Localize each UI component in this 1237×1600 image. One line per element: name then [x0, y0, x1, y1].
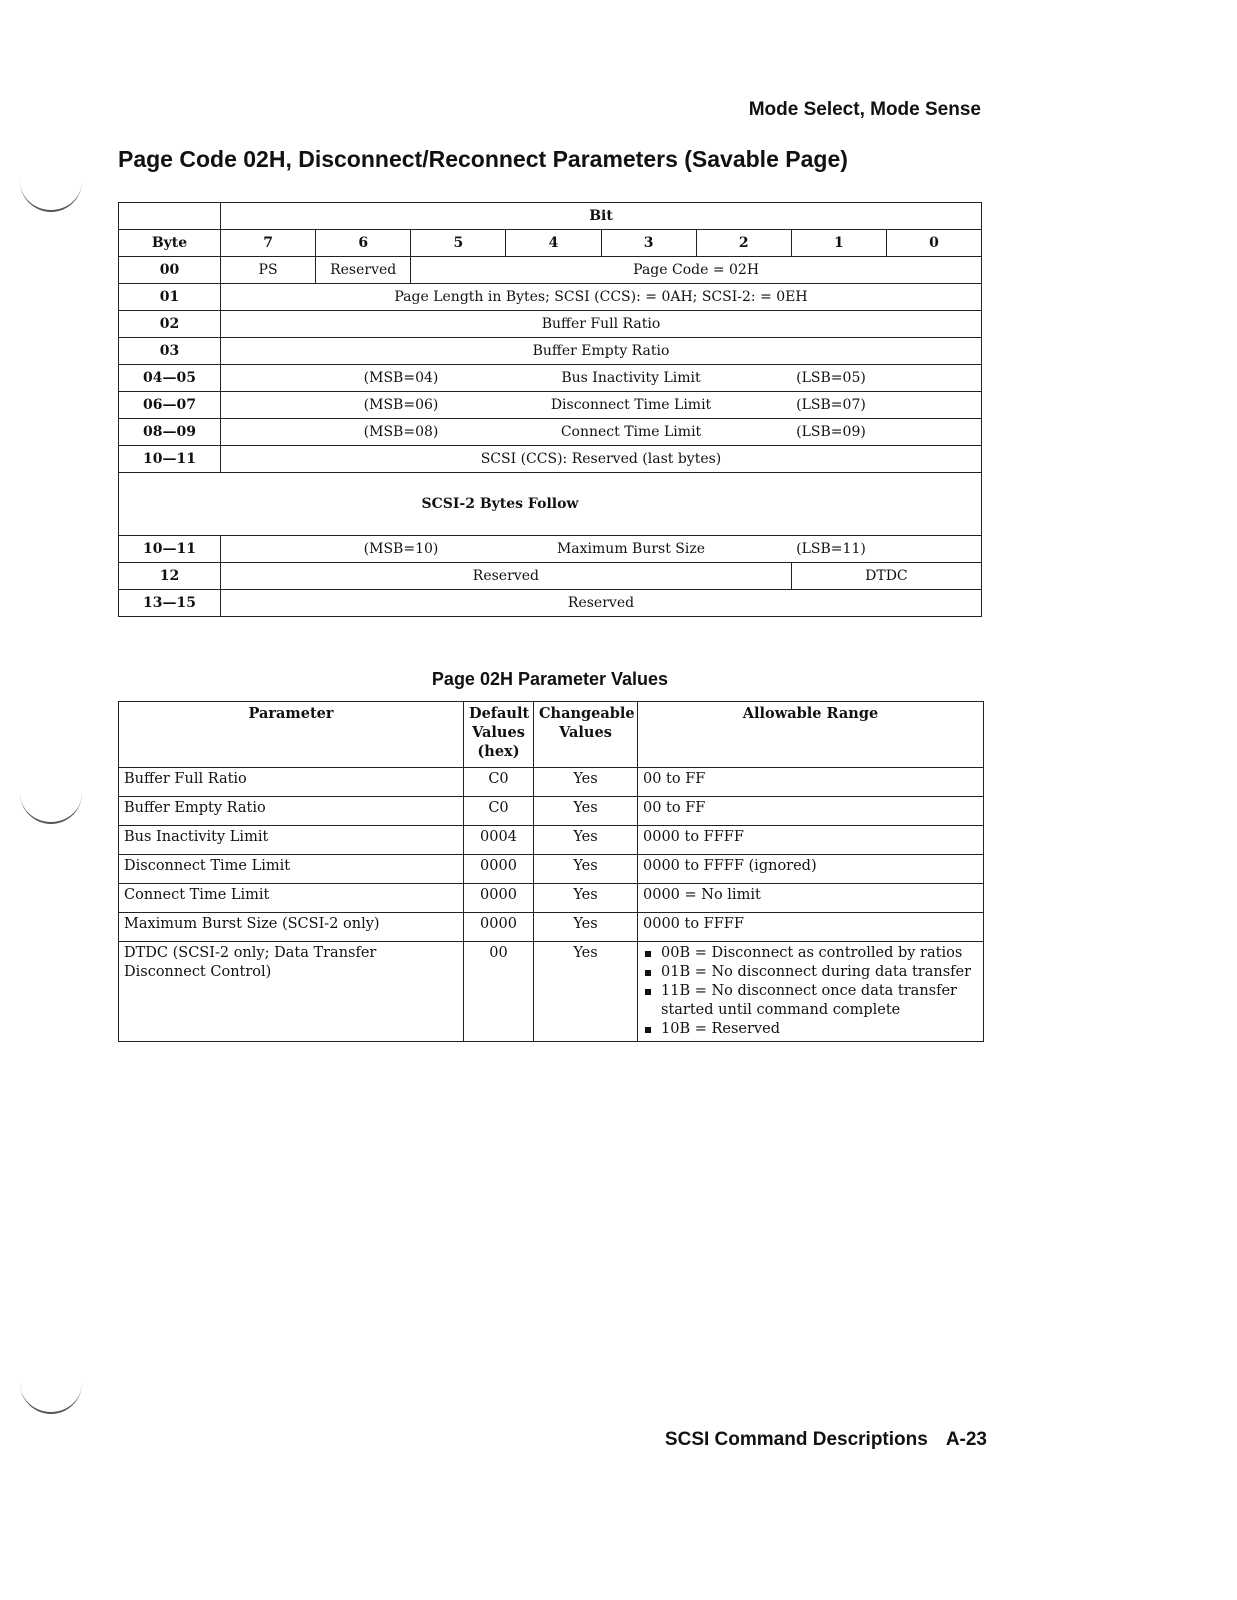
- range-cell: 0000 = No limit: [638, 884, 984, 913]
- binder-hole-top: [20, 168, 82, 212]
- bus-inactivity-limit-field: [221, 365, 982, 392]
- parameter-cell: Connect Time Limit: [119, 884, 464, 913]
- header-changeable-line1: Changeable: [539, 705, 635, 722]
- reserved-field: Reserved: [221, 563, 792, 590]
- parameter-cell: Buffer Empty Ratio: [119, 797, 464, 826]
- bit-6: 6: [316, 230, 411, 257]
- parameter-cell: Buffer Full Ratio: [119, 768, 464, 797]
- byte-number: 04—05: [119, 365, 221, 392]
- byte-row-03: [119, 338, 982, 365]
- parameter-cell: DTDC (SCSI-2 only; Data Transfer Disconnect Control): [119, 942, 464, 1042]
- ccs-reserved-field: SCSI (CCS): Reserved (last bytes): [221, 446, 982, 473]
- bit-0: 0: [886, 230, 981, 257]
- buffer-full-ratio-field: Buffer Full Ratio: [221, 311, 982, 338]
- changeable-cell: Yes: [534, 913, 638, 942]
- field-name: Bus Inactivity Limit: [561, 370, 701, 386]
- changeable-cell: Yes: [534, 797, 638, 826]
- byte-number: 10—11: [119, 446, 221, 473]
- running-head: Mode Select, Mode Sense: [748, 99, 981, 120]
- header-default-line3: (hex): [477, 743, 520, 760]
- list-item: 01B = No disconnect during data transfer: [643, 963, 978, 982]
- bit-1: 1: [791, 230, 886, 257]
- msb-label: (MSB=06): [363, 397, 439, 413]
- parameter-cell: Maximum Burst Size (SCSI-2 only): [119, 913, 464, 942]
- bit-5: 5: [411, 230, 506, 257]
- byte-number: 01: [119, 284, 221, 311]
- lsb-label: (LSB=07): [796, 397, 866, 413]
- changeable-cell: Yes: [534, 768, 638, 797]
- byte-row-04-05: [119, 365, 982, 392]
- byte-row-06-07: [119, 392, 982, 419]
- bit-label: Bit: [221, 203, 982, 230]
- table-row: [119, 884, 984, 913]
- ps-field: PS: [221, 257, 316, 284]
- range-cell: 00 to FF: [638, 768, 984, 797]
- bit-7: 7: [221, 230, 316, 257]
- header-default-line1: Default: [469, 705, 530, 722]
- byte-row-12: [119, 563, 982, 590]
- footer-section: SCSI Command Descriptions: [664, 1429, 928, 1450]
- parameter-values-table: [118, 701, 984, 1042]
- param-header-row: [119, 702, 984, 768]
- default-cell: C0: [464, 797, 534, 826]
- byte-number: 06—07: [119, 392, 221, 419]
- header-default-line2: Values: [472, 724, 525, 741]
- list-item: 11B = No disconnect once data transfer started until command complete: [643, 982, 978, 1020]
- header-changeable: [534, 702, 638, 768]
- byte-number: 08—09: [119, 419, 221, 446]
- lsb-label: (LSB=09): [796, 424, 866, 440]
- byte-row-01: [119, 284, 982, 311]
- byte-row-08-09: [119, 419, 982, 446]
- page-footer: [665, 1429, 987, 1451]
- changeable-cell: Yes: [534, 855, 638, 884]
- range-cell: 0000 to FFFF (ignored): [638, 855, 984, 884]
- binder-hole-bottom: [20, 1370, 82, 1414]
- lsb-label: (LSB=11): [796, 541, 866, 557]
- msb-label: (MSB=10): [363, 541, 439, 557]
- scsi2-follow-row: [119, 473, 982, 536]
- reserved-field: Reserved: [221, 590, 982, 617]
- byte-row-10-11-ccs: [119, 446, 982, 473]
- lsb-label: (LSB=05): [796, 370, 866, 386]
- field-name: Maximum Burst Size: [556, 541, 706, 557]
- byte-label: Byte: [119, 230, 221, 257]
- bit-3: 3: [601, 230, 696, 257]
- reserved-field: Reserved: [316, 257, 411, 284]
- table-row-dtdc: [119, 942, 984, 1042]
- byte-number: 00: [119, 257, 221, 284]
- range-cell: 0000 to FFFF: [638, 913, 984, 942]
- table-row: [119, 913, 984, 942]
- disconnect-time-limit-field: [221, 392, 982, 419]
- page-title: Page Code 02H, Disconnect/Reconnect Parameters (Savable Page): [118, 146, 848, 172]
- connect-time-limit-field: [221, 419, 982, 446]
- section-subtitle: Page 02H Parameter Values: [431, 669, 669, 689]
- scsi2-follow-label: SCSI-2 Bytes Follow: [421, 496, 579, 512]
- field-name: Connect Time Limit: [560, 424, 702, 440]
- byte-number: 12: [119, 563, 221, 590]
- byte-row-00: [119, 257, 982, 284]
- page-code-field: Page Code = 02H: [411, 257, 982, 284]
- changeable-cell: Yes: [534, 884, 638, 913]
- table-row: [119, 855, 984, 884]
- changeable-cell: Yes: [534, 942, 638, 1042]
- bit-4: 4: [506, 230, 601, 257]
- default-cell: 0000: [464, 884, 534, 913]
- bit-2: 2: [696, 230, 791, 257]
- byte-number: 10—11: [119, 536, 221, 563]
- default-cell: 0000: [464, 855, 534, 884]
- buffer-empty-ratio-field: Buffer Empty Ratio: [221, 338, 982, 365]
- header-default: [464, 702, 534, 768]
- default-cell: 00: [464, 942, 534, 1042]
- table-row: [119, 797, 984, 826]
- range-cell: 0000 to FFFF: [638, 826, 984, 855]
- default-cell: C0: [464, 768, 534, 797]
- page-number: A-23: [945, 1429, 987, 1450]
- list-item: 00B = Disconnect as controlled by ratios: [643, 944, 978, 963]
- bit-number-row: [119, 230, 982, 257]
- parameter-cell: Bus Inactivity Limit: [119, 826, 464, 855]
- table-row: [119, 768, 984, 797]
- byte-number: 03: [119, 338, 221, 365]
- changeable-cell: Yes: [534, 826, 638, 855]
- field-name: Disconnect Time Limit: [550, 397, 712, 413]
- dtdc-field: DTDC: [791, 563, 981, 590]
- byte-number: 02: [119, 311, 221, 338]
- byte-number: 13—15: [119, 590, 221, 617]
- header-parameter: Parameter: [119, 702, 464, 768]
- header-range: Allowable Range: [638, 702, 984, 768]
- range-cell: [638, 942, 984, 1042]
- binder-hole-middle: [20, 780, 82, 824]
- scsi2-follow-cell: [119, 473, 982, 536]
- byte-row-10-11-scsi2: [119, 536, 982, 563]
- bit-layout-table: [118, 202, 982, 617]
- parameter-cell: Disconnect Time Limit: [119, 855, 464, 884]
- corner-cell: [119, 203, 221, 230]
- byte-row-13-15: [119, 590, 982, 617]
- dtdc-range-list: [643, 944, 978, 1039]
- header-changeable-line2: Values: [559, 724, 612, 741]
- list-item: 10B = Reserved: [643, 1020, 978, 1039]
- maximum-burst-size-field: [221, 536, 982, 563]
- range-cell: 00 to FF: [638, 797, 984, 826]
- msb-label: (MSB=08): [363, 424, 439, 440]
- msb-label: (MSB=04): [363, 370, 439, 386]
- default-cell: 0004: [464, 826, 534, 855]
- bit-header-row: [119, 203, 982, 230]
- page-length-field: Page Length in Bytes; SCSI (CCS): = 0AH; SCSI-2: = 0EH: [221, 284, 982, 311]
- byte-row-02: [119, 311, 982, 338]
- table-row: [119, 826, 984, 855]
- default-cell: 0000: [464, 913, 534, 942]
